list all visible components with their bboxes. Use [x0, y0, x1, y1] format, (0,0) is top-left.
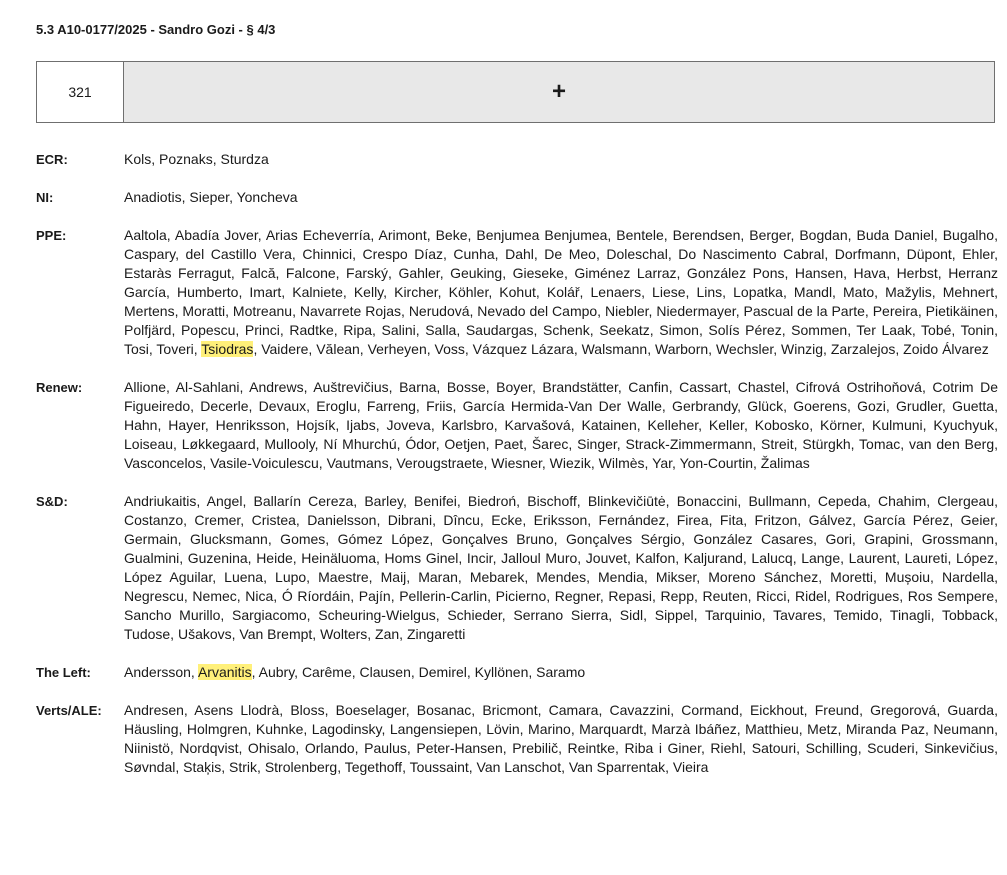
political-groups-list: [36, 150, 998, 777]
group-members: Andriukaitis, Angel, Ballarín Cereza, Barley, Benifei, Biedroń, Bischoff, Blinkevičiūtė, Bonaccini, Bullmann, Cepeda, Chahim, Clergeau, Costanzo, Cremer, Cristea, Danielsson, Dibrani, Dîncu, Ecke, Eriksson, Fernández, Firea, Fita, Fritzon, Gálvez, García Pérez, Geier, Germain, Glucksmann, Gomes, Gómez López, Gonçalves Bruno, Gonçalves Sérgio, González Casares, Gori, Grapini, Grossmann, Gualmini, Guzenina, Heide, Heinäluoma, Homs Ginel, Incir, Jalloul Muro, Jouvet, Kalfon, Kaljurand, Lalucq, Lange, Laurent, Laureti, López, López Aguilar, Luena, Lupo, Maestre, Maij, Maran, Mebarek, Mendes, Mendia, Mikser, Moreno Sánchez, Moretti, Mușoiu, Nardella, Negrescu, Nemec, Nica, Ó Ríordáin, Pajín, Pellerin-Carlin, Picierno, Regner, Repasi, Repp, Reuten, Ricci, Ridel, Rodrigues, Ros Sempere, Sancho Murillo, Sargiacomo, Scheuring-Wielgus, Schieder, Serrano Sierra, Sidl, Sippel, Tarquinio, Tavares, Temido, Tinagli, Tobback, Tudose, Ušakovs, Van Brempt, Wolters, Zan, Zingaretti: [124, 493, 998, 642]
group-verts-ale: [36, 701, 998, 777]
group-label: Verts/ALE:: [36, 703, 102, 718]
vote-result-cell: +: [124, 62, 994, 122]
group-label: The Left:: [36, 665, 91, 680]
group-members: Allione, Al-Sahlani, Andrews, Auštrevičius, Barna, Bosse, Boyer, Brandstätter, Canfin, Cassart, Chastel, Cifrová Ostrihoňová, Cotrim De Figueiredo, Decerle, Devaux, Eroglu, Farreng, Friis, García Hermida-Van Der Walle, Gerbrandy, Glück, Goerens, Gozi, Grudler, Guetta, Hahn, Hayer, Henriksson, Hojsík, Ijabs, Joveva, Karlsbro, Karvašová, Katainen, Kelleher, Keller, Kobosko, Körner, Kulmuni, Kyuchyuk, Loiseau, Løkkegaard, Mullooly, Ní Mhurchú, Ódor, Oetjen, Paet, Šarec, Singer, Strack-Zimmermann, Streit, Stürgkh, Tomac, van den Berg, Vasconcelos, Vasile-Voiculescu, Vautmans, Verougstraete, Wiesner, Wiezik, Wilmès, Yar, Yon-Courtin, Žalimas: [124, 379, 998, 471]
group-label: ECR:: [36, 152, 68, 167]
group-renew: [36, 378, 998, 473]
vote-result-table: [36, 61, 995, 123]
group-label: Renew:: [36, 380, 83, 395]
group-label: S&D:: [36, 494, 68, 509]
group-members: Anadiotis, Sieper, Yoncheva: [124, 189, 298, 205]
highlighted-member: Arvanitis: [197, 664, 252, 680]
members-text: Andersson,: [124, 664, 198, 680]
group-sd: [36, 492, 998, 644]
group-members: Andresen, Asens Llodrà, Bloss, Boeselager, Bosanac, Bricmont, Camara, Cavazzini, Cormand, Eickhout, Freund, Gregorová, Guarda, Häusling, Holmgren, Kuhnke, Lagodinsky, Langensiepen, Lövin, Marino, Marquardt, Marzà Ibáñez, Matthieu, Metz, Miranda Paz, Neumann, Niinistö, Nordqvist, Ohisalo, Orlando, Paulus, Peter-Hansen, Prebilič, Reintke, Riba i Giner, Riehl, Satouri, Schilling, Scuderi, Sinkevičius, Søvndal, Staķis, Strik, Strolenberg, Tegethoff, Toussaint, Van Lanschot, Van Sparrentak, Vieira: [124, 702, 998, 775]
members-text: , Vaidere, Vălean, Verheyen, Voss, Vázquez Lázara, Walsmann, Warborn, Wechsler, Winzig, Zarzalejos, Zoido Álvarez: [253, 341, 989, 357]
group-members: Kols, Poznaks, Sturdza: [124, 151, 269, 167]
group-ecr: [36, 150, 998, 169]
group-ppe: [36, 226, 998, 359]
group-ni: [36, 188, 998, 207]
group-members: [124, 663, 998, 682]
group-members: [124, 226, 998, 359]
vote-count-cell: 321: [37, 62, 124, 122]
members-text: , Aubry, Carême, Clausen, Demirel, Kyllönen, Saramo: [251, 664, 586, 680]
highlighted-member: Tsiodras: [201, 341, 254, 357]
group-label: PPE:: [36, 228, 67, 243]
page-title: 5.3 A10-0177/2025 - Sandro Gozi - § 4/3: [36, 22, 276, 37]
members-text: Aaltola, Abadía Jover, Arias Echeverría, Arimont, Beke, Benjumea Benjumea, Bentele, Berendsen, Berger, Bogdan, Buda Daniel, Bugalho, Caspary, del Castillo Vera, Chinnici, Crespo Díaz, Cunha, Dahl, De Meo, Doleschal, Do Nascimento Cabral, Dorfmann, Düpont, Ehler, Estaràs Ferragut, Falcă, Falcone, Farský, Gahler, Geuking, Gieseke, Giménez Larraz, González Pons, Hansen, Hava, Herbst, Herranz García, Humberto, Imart, Kalniete, Kelly, Kircher, Köhler, Kohut, Kolář, Lenaers, Liese, Lins, Lopatka, Mandl, Mato, Mažylis, Mehnert, Mertens, Moratti, Motreanu, Navarrete Rojas, Nerudová, Nevado del Campo, Niebler, Niedermayer, Pascual de la Parte, Pereira, Pietikäinen, Polfjärd, Popescu, Princi, Radtke, Ripa, Salini, Salla, Saudargas, Schenk, Seekatz, Simon, Solís Pérez, Sommen, Ter Laak, Tobé, Tonin, Tosi, Toveri,: [124, 227, 998, 357]
group-the-left: [36, 663, 998, 682]
group-label: NI:: [36, 190, 54, 205]
